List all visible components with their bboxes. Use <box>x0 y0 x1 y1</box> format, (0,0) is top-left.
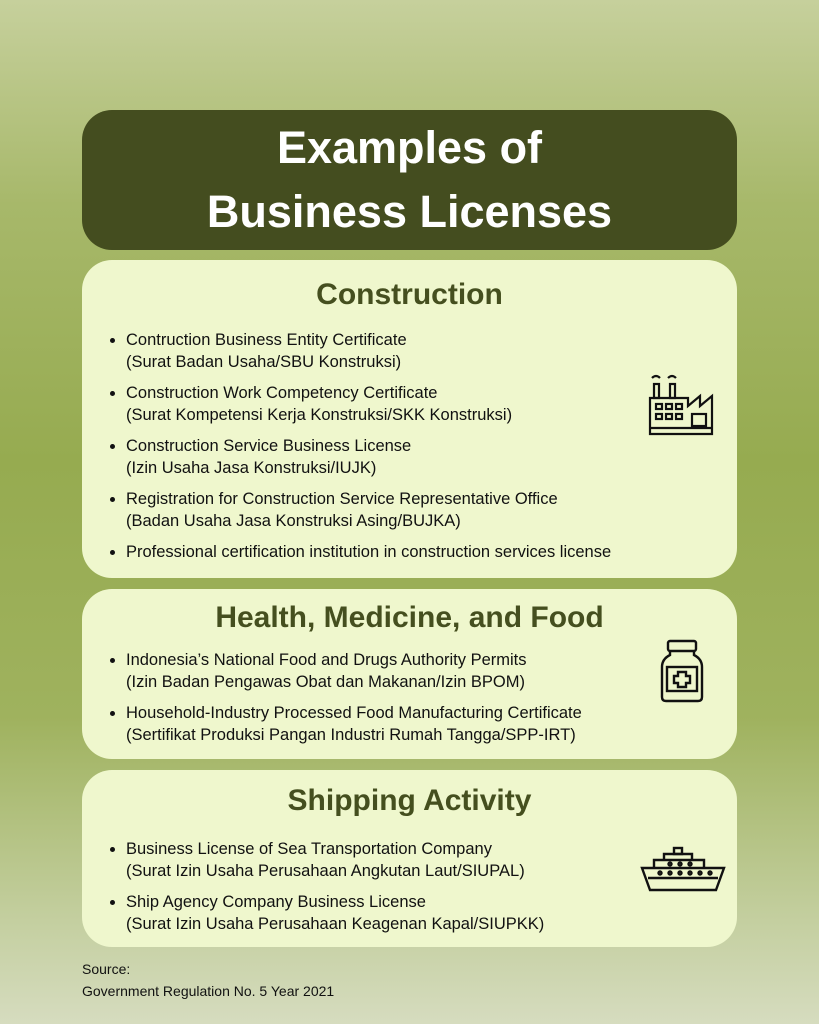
list-item: Business License of Sea Transportation Company (Surat Izin Usaha Perusahaan Angkutan Laut/SIUPAL) <box>108 838 544 882</box>
source-text: Government Regulation No. 5 Year 2021 <box>82 983 335 999</box>
medicine-bottle-icon <box>659 639 705 708</box>
construction-heading: Construction <box>316 278 503 311</box>
health-list <box>108 649 582 746</box>
shipping-list <box>108 838 544 935</box>
health-heading: Health, Medicine, and Food <box>215 601 604 634</box>
list-item: Registration for Construction Service Representative Office (Badan Usaha Jasa Konstruksi Asing/BUJKA) <box>108 488 611 532</box>
ship-icon <box>640 846 726 899</box>
title-line-2: Business Licenses <box>206 186 613 237</box>
list-item: Contruction Business Entity Certificate (Surat Badan Usaha/SBU Konstruksi) <box>108 329 611 373</box>
title-banner <box>82 110 737 250</box>
title-line-1: Examples of <box>276 122 543 173</box>
health-card <box>82 589 737 759</box>
list-item: Indonesia’s National Food and Drugs Authority Permits (Izin Badan Pengawas Obat dan Makanan/Izin BPOM) <box>108 649 582 693</box>
shipping-heading: Shipping Activity <box>287 784 532 817</box>
source-note <box>82 958 334 1002</box>
construction-list <box>108 329 611 563</box>
source-label: Source: <box>82 961 131 977</box>
list-item: Household-Industry Processed Food Manufacturing Certificate (Sertifikat Produksi Pangan Industri Rumah Tangga/SPP-IRT) <box>108 702 582 746</box>
construction-card <box>82 260 737 578</box>
list-item: Professional certification institution in construction services license <box>108 541 611 563</box>
shipping-card <box>82 770 737 947</box>
list-item: Ship Agency Company Business License (Surat Izin Usaha Perusahaan Keagenan Kapal/SIUPKK) <box>108 891 544 935</box>
list-item: Construction Service Business License (Izin Usaha Jasa Konstruksi/IUJK) <box>108 435 611 479</box>
factory-icon <box>648 372 714 441</box>
list-item: Construction Work Competency Certificate (Surat Kompetensi Kerja Konstruksi/SKK Konstruksi) <box>108 382 611 426</box>
